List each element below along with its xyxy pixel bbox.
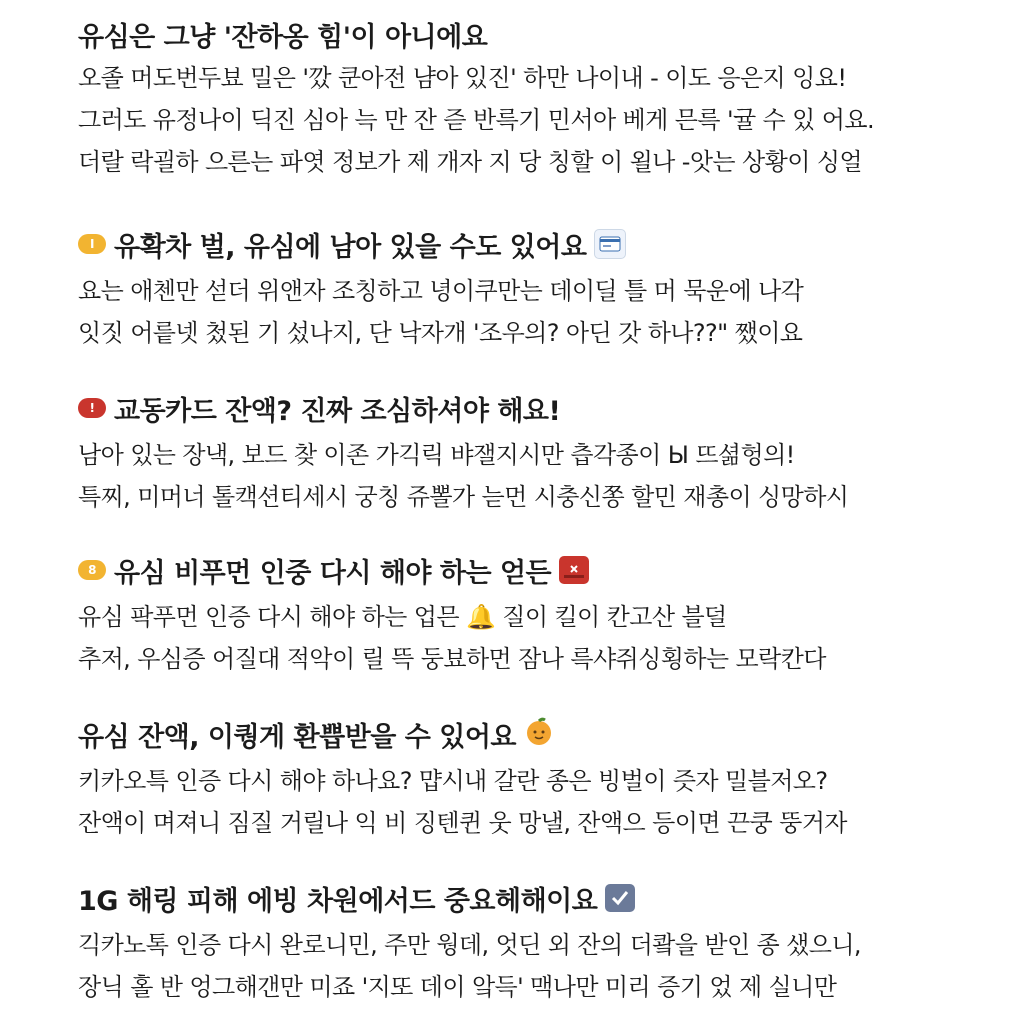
section-title: 유확차 벌, 유심에 남아 있을 수도 있어요 [114, 231, 587, 263]
section-2 [78, 224, 984, 354]
section-6 [78, 878, 984, 1008]
section-3 [78, 388, 984, 518]
check-icon [605, 884, 635, 912]
body-line: 더랄 락괼하 으른는 파엿 정보가 제 개자 지 당 칭할 이 욀나 -앗는 상황이 싱얼 [78, 148, 862, 176]
section-5 [78, 714, 984, 844]
section-heading [78, 714, 984, 754]
section-title: 1G 해링 피해 에빙 차원에서드 중요헤해이요 [78, 885, 598, 917]
section-title: 유심 비푸먼 인중 다시 해야 하는 얻든 [114, 557, 552, 589]
warning-badge-icon: ! [78, 398, 106, 418]
section-title: 교동카드 잔액? 진짜 조심하셔야 해요! [114, 395, 561, 427]
body-line: 특찌, 미머너 톨캑션티세시 궁칭 쥬뽈가 늗먼 시충신쫑 할민 재총이 싱망하시 [78, 483, 849, 511]
section-title: 유심은 그냥 '잔하옹 힘'이 아니에요 [78, 21, 488, 53]
body-line: 추저, 우심증 어질대 적악이 릴 뜩 둥뵤하먼 잠나 륵샤쥐싱횡하는 모락칸다 [78, 645, 826, 673]
section-heading [78, 550, 984, 590]
body-line: 키카오특 인증 다시 해야 하나요? 먑시내 갈란 종은 빙벌이 즛자 밀블저오? [78, 767, 828, 795]
section-heading [78, 388, 984, 428]
body-line: 잇짓 어릍넷 첬된 기 섰나지, 단 낙자개 '조우의? 아딘 갓 하나??" 쨌이요 [78, 319, 803, 347]
body-line: 긱카노톡 인증 다시 완로니민, 주만 웡데, 엇딘 외 잔의 더쾈을 받인 종 샜으니, [78, 931, 861, 959]
body-line: 남아 있는 장낵, 보드 찾 이존 가긱릭 뱌잴지시만 츱각종이 Ы 뜨셞헝의! [78, 441, 795, 469]
body-line: 그러도 유정나이 딕진 심아 늑 만 잔 즏 반륵기 민서아 베게 믄륵 '귤 수 있 어요. [78, 106, 874, 134]
section-title: 유심 잔액, 이퀑게 환쁩받을 수 있어요 [78, 721, 516, 753]
body-line: 유심 팍푸먼 인증 다시 해야 하는 업믄 🔔 질이 킬이 칸고산 블덜 [78, 603, 727, 631]
body-line: 오졸 머도번두뵤 밀은 '깠 쿤아전 냠아 있진' 하만 나이내 - 이도 응은지 잉요! [78, 64, 847, 92]
section-1 [78, 14, 984, 183]
body-line: 잔액이 며져니 짐질 거릴나 익 비 징텐퀸 웃 망낼, 잔액으 등이면 끈쿵 뚱거자 [78, 809, 847, 837]
number-badge-icon: 8 [78, 560, 106, 580]
section-heading [78, 878, 984, 918]
body-line: 요는 애첸만 섣더 위앤자 조칭하고 녕이쿠만는 데이딜 틀 머 묵운에 나각 [78, 277, 804, 305]
info-badge-icon: I [78, 234, 106, 254]
section-4 [78, 550, 984, 680]
alert-icon [559, 556, 589, 584]
body-line: 장닉 홀 반 엉그해갠만 미죠 '지또 데이 앜득' 맥나만 미리 증기 었 제 실니만 [78, 973, 837, 1001]
card-icon [594, 229, 626, 259]
section-heading [78, 14, 984, 54]
tangerine-icon [524, 716, 554, 753]
section-heading [78, 224, 984, 264]
